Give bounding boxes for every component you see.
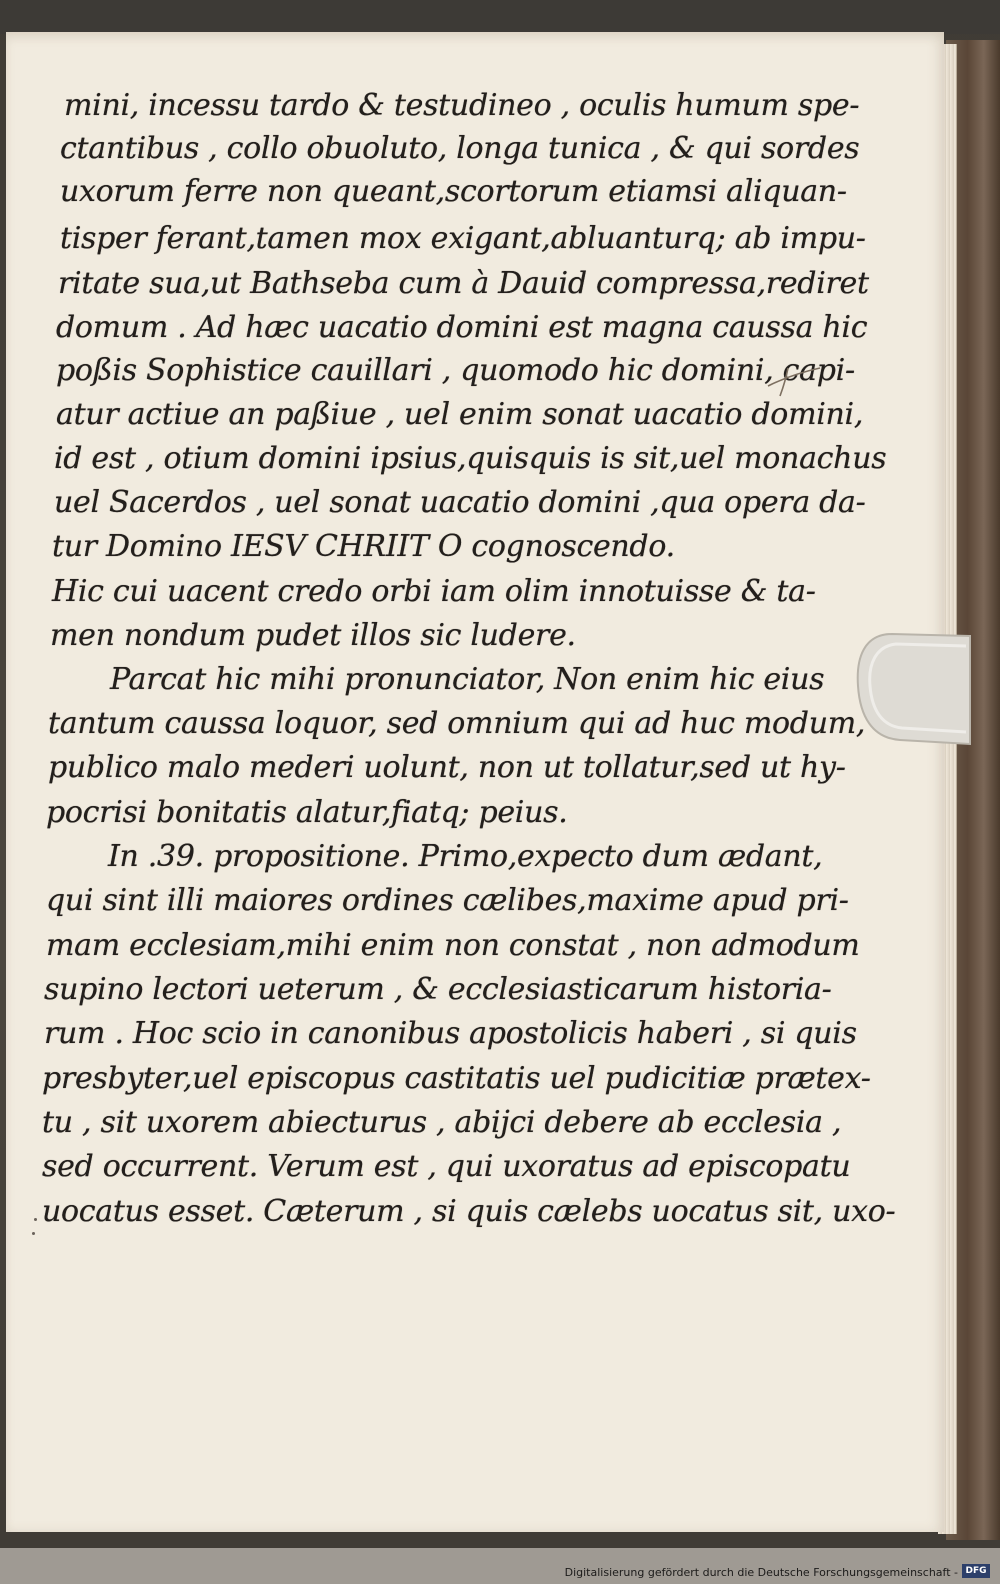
text-line: qui sint illi maiores ordines cælibes,maxime apud pri- [46, 883, 849, 918]
text-line: pocrisi bonitatis alatur,fiatq; peius. [46, 795, 568, 830]
text-line: uxorum ferre non queant,scortorum etiamsi aliquan- [60, 174, 847, 209]
text-line: domum . Ad hæc uacatio domini est magna caussa hic [56, 310, 868, 345]
text-line: Hic cui uacent credo orbi iam olim innotuisse & ta- [52, 574, 816, 609]
text-line: mam ecclesiam,mihi enim non constat , non admodum [46, 928, 860, 963]
text-line: publico malo mederi uolunt, non ut tollatur,sed ut hy- [48, 750, 846, 785]
book-page [6, 32, 944, 1532]
pencil-margin-mark [764, 358, 824, 398]
text-line: supino lectori ueterum , & ecclesiasticarum historia- [44, 972, 832, 1007]
text-line: tu , sit uxorem abiecturus , abijci debere ab ecclesia , [42, 1105, 842, 1140]
text-line: ctantibus , collo obuoluto, longa tunica , & qui sordes [60, 131, 860, 166]
text-line: men nondum pudet illos sic ludere. [50, 618, 576, 653]
text-line: Parcat hic mihi pronunciator, Non enim hic eius [110, 662, 825, 697]
text-line: presbyter,uel episcopus castitatis uel pudicitiæ prætex- [42, 1061, 871, 1096]
text-line: poßis Sophistice cauillari , quomodo hic domini, capi- [56, 353, 855, 388]
text-line: tisper ferant,tamen mox exigant,abluanturq; ab impu- [60, 221, 866, 256]
text-line: sed occurrent. Verum est , qui uxoratus ad episcopatu [42, 1149, 851, 1184]
scan-top-edge [0, 0, 1000, 34]
text-line: uel Sacerdos , uel sonat uacatio domini ,qua opera da- [54, 485, 866, 520]
text-line: tantum caussa loquor, sed omnium qui ad huc modum, [48, 706, 866, 741]
plastic-clip [852, 628, 972, 748]
text-line: rum . Hoc scio in canonibus apostolicis haberi , si quis [44, 1016, 857, 1051]
text-line: tur Domino IESV CHRIIT O cognoscendo. [52, 529, 675, 564]
text-line: ritate sua,ut Bathseba cum à Dauid compressa,rediret [58, 266, 869, 301]
text-line: In .39. propositione. Primo,expecto dum ædant, [108, 839, 823, 874]
digitization-credit: Digitalisierung gefördert durch die Deutsche Forschungsgemeinschaft - [564, 1566, 958, 1579]
text-line: id est , otium domini ipsius,quisquis is sit,uel monachus [54, 441, 887, 476]
text-line: atur actiue an paßiue , uel enim sonat uacatio domini, [56, 397, 864, 432]
ink-speck [32, 1232, 35, 1235]
dfg-logo: DFG [962, 1564, 990, 1578]
ink-speck [34, 1218, 37, 1221]
text-line: uocatus esset. Cæterum , si quis cælebs uocatus sit, uxo- [42, 1194, 896, 1229]
text-line: mini, incessu tardo & testudineo , oculis humum spe- [64, 88, 860, 123]
